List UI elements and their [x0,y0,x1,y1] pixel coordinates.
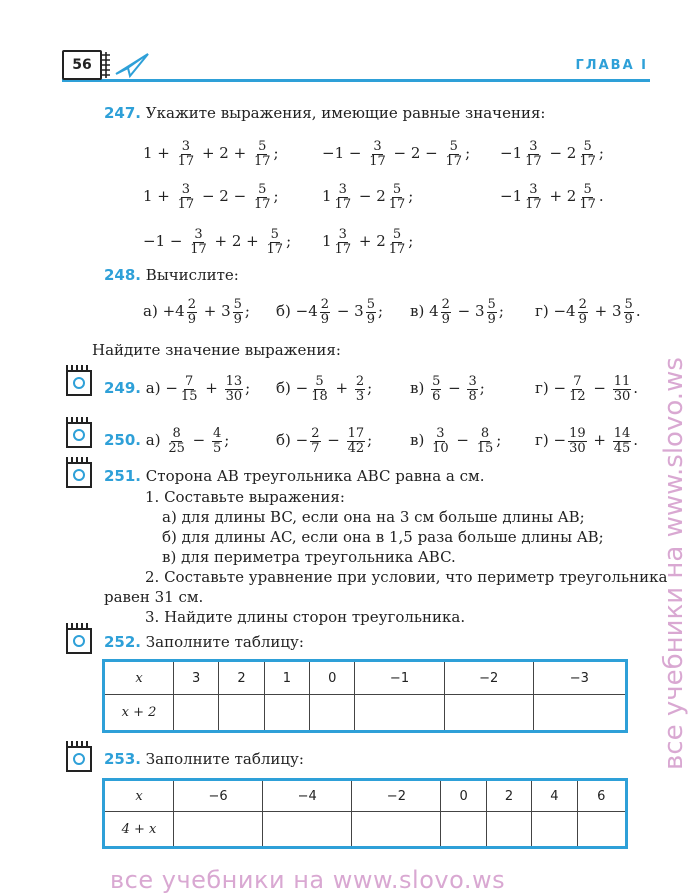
expr-249-b: б) − $\frac{5}{18}$ + $\frac{2}{3}$ ; [276,374,373,404]
answer-cell[interactable] [577,812,626,848]
expr-247-6: −1 $\frac{3}{17}$ + 2 $\frac{5}{17}$ . [500,182,604,212]
expr-247-7: −1 − $\frac{3}{17}$ + 2 + $\frac{5}{17}$ ; [143,227,292,257]
table-row: 4 + x [104,812,627,848]
text-line: в) для периметра треугольника ABC. [162,548,456,566]
expr-247-5: 1 $\frac{3}{17}$ − 2 $\frac{5}{17}$ ; [322,182,414,212]
watermark-side [650,120,700,780]
table-row: x + 2 [104,695,627,732]
notebook-icon [66,462,92,488]
text-line: равен 31 см. [104,588,204,606]
section-intro: Найдите значение выражения: [92,341,341,359]
expr-250-b: б) − $\frac{2}{7}$ − $\frac{17}{42}$ ; [276,426,373,456]
expr-248-b: б) −4 $\frac{2}{9}$ − 3 $\frac{5}{9}$ ; [276,297,384,327]
exercise-text: Укажите выражения, имеющие равные значения: [145,104,546,122]
exercise-253: 253. Заполните таблицу: [104,750,304,768]
paper-plane-icon [112,52,152,78]
answer-cell[interactable] [352,812,441,848]
notebook-icon [66,746,92,772]
exercise-250: 250. а) $\frac{8}{25}$ − $\frac{4}{5}$ ; [104,426,230,456]
table-253 [102,778,628,849]
text-line: а) для длины BC, если она на 3 см больше длины AB; [162,508,585,526]
svg-text:все учебники на www.slovo.ws: все учебники на www.slovo.ws [659,357,689,770]
exercise-249: 249. а) − $\frac{7}{15}$ + $\frac{13}{30}$ ; [104,374,251,404]
expr-247-1: 1 + $\frac{3}{17}$ + 2 + $\frac{5}{17}$ ; [143,139,279,169]
text-line: 1. Составьте выражения: [145,488,345,506]
expr-247-3: −1 $\frac{3}{17}$ − 2 $\frac{5}{17}$ ; [500,139,604,169]
exercise-text: Вычислите: [145,266,239,284]
chapter-title: ГЛАВА I [575,58,648,73]
answer-cell[interactable] [533,695,626,732]
exercise-252: 252. Заполните таблицу: [104,633,304,651]
text-line: 3. Найдите длины сторон треугольника. [145,608,466,626]
expr-249-v: в) $\frac{5}{6}$ − $\frac{3}{8}$ ; [410,374,485,404]
exercise-number: 247. [104,104,142,122]
answer-cell[interactable] [264,695,309,732]
answer-cell[interactable] [263,812,352,848]
watermark-bottom: все учебники на www.slovo.ws [110,866,506,894]
answer-cell[interactable] [441,812,486,848]
expr-248-v: в) 4 $\frac{2}{9}$ − 3 $\frac{5}{9}$ ; [410,297,504,327]
spiral-icon [100,50,112,80]
answer-cell[interactable] [174,695,219,732]
notebook-icon [66,422,92,448]
expr-250-v: в) $\frac{3}{10}$ − $\frac{8}{15}$ ; [410,426,502,456]
expr-250-g: г) − $\frac{19}{30}$ + $\frac{14}{45}$ . [535,426,639,456]
answer-cell[interactable] [355,695,444,732]
text-line: б) для длины AC, если она в 1,5 раза больше длины AB; [162,528,604,546]
expr-248-a: а) +4 $\frac{2}{9}$ + 3 $\frac{5}{9}$ ; [143,297,250,327]
notebook-icon [66,628,92,654]
exercise-248 [104,268,239,283]
answer-cell[interactable] [532,812,577,848]
exercise-number: 248. [104,266,142,284]
answer-cell[interactable] [219,695,264,732]
table-row: x −6 −4 −2 0 2 4 6 [104,780,627,812]
answer-cell[interactable] [444,695,533,732]
expr-247-8: 1 $\frac{3}{17}$ + 2 $\frac{5}{17}$ ; [322,227,414,257]
table-row: x 3 2 1 0 −1 −2 −3 [104,661,627,695]
expr-247-2: −1 − $\frac{3}{17}$ − 2 − $\frac{5}{17}$ ; [322,139,471,169]
header-rule [62,79,650,82]
exercise-251: 251. Сторона AB треугольника ABC равна a см. [104,467,485,485]
exercise-247 [104,106,545,121]
page-number: 56 [62,50,102,80]
expr-248-g: г) −4 $\frac{2}{9}$ + 3 $\frac{5}{9}$ . [535,297,641,327]
answer-cell[interactable] [486,812,531,848]
notebook-icon [66,370,92,396]
expr-247-4: 1 + $\frac{3}{17}$ − 2 − $\frac{5}{17}$ ; [143,182,279,212]
expr-249-g: г) − $\frac{7}{12}$ − $\frac{11}{30}$ . [535,374,639,404]
answer-cell[interactable] [174,812,263,848]
answer-cell[interactable] [310,695,355,732]
table-252 [102,659,628,733]
text-line: 2. Составьте уравнение при условии, что периметр треугольника [145,568,668,586]
